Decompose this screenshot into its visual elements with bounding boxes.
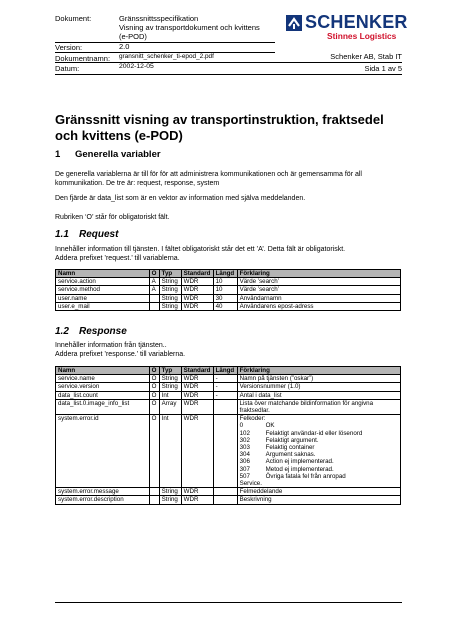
schenker-logo <box>286 11 406 53</box>
column-header: Typ <box>159 270 181 278</box>
error-code-text: Metod ej implementerad. <box>265 465 334 473</box>
subsection-title: Request <box>79 229 119 240</box>
table-cell: WDR <box>181 496 213 504</box>
table-cell: WDR <box>181 375 213 383</box>
table-cell <box>149 294 159 302</box>
subsection-number: 1.1 <box>55 229 69 240</box>
table-cell: WDR <box>181 399 213 414</box>
error-code-text: OK <box>265 422 275 430</box>
paragraph: Rubriken ‘O’ står för obligatoriskt fält. <box>55 214 170 221</box>
table-cell: WDR <box>181 294 213 302</box>
table-cell <box>213 399 237 414</box>
error-code: 507 <box>239 472 250 480</box>
column-header: Längd <box>213 270 237 278</box>
subsection-heading <box>55 326 127 337</box>
section-title: Generella variabler <box>75 149 161 160</box>
subsection-title: Response <box>79 326 127 337</box>
table-cell: service.version <box>56 383 150 391</box>
table-cell <box>149 302 159 310</box>
column-header: Standard <box>181 270 213 278</box>
table-cell: Användarnamn <box>237 294 400 302</box>
error-code-text: Action ej implementerad. <box>265 458 334 466</box>
table-cell: WDR <box>181 415 213 488</box>
table-cell: user.e_mail <box>56 302 150 310</box>
table-row <box>56 278 401 286</box>
document-label: Dokument: <box>55 14 92 23</box>
table-row <box>56 496 401 504</box>
table-cell: 10 <box>213 286 237 294</box>
column-header: Standard <box>181 367 213 375</box>
section-number: 1 <box>55 149 61 160</box>
error-code-text: Felaktig container <box>265 444 315 452</box>
logo-subtitle: Stinnes Logistics <box>327 31 397 41</box>
table-row <box>56 488 401 496</box>
date-label: Datum: <box>55 64 80 73</box>
docname-label: Dokumentnamn: <box>55 54 111 63</box>
error-codes-tail: Service. <box>239 480 262 488</box>
table-cell: O <box>149 375 159 383</box>
column-header: Längd <box>213 367 237 375</box>
table-cell: system.error.message <box>56 488 150 496</box>
table-cell <box>213 488 237 496</box>
table-cell: O <box>149 383 159 391</box>
schenker-logo-mark-icon <box>286 15 302 31</box>
error-code: 304 <box>239 451 250 459</box>
error-code: 307 <box>239 465 250 473</box>
subsection-number: 1.2 <box>55 326 69 337</box>
table-cell: Array <box>159 399 181 414</box>
error-code: 302 <box>239 436 250 444</box>
table-cell: String <box>159 496 181 504</box>
table-cell: WDR <box>181 383 213 391</box>
footer-rule <box>55 602 402 603</box>
table-cell: A <box>149 278 159 286</box>
column-header: Namn <box>56 270 150 278</box>
column-header: Förklaring <box>237 270 400 278</box>
table-cell: O <box>149 399 159 414</box>
logo-name: SCHENKER <box>305 12 408 32</box>
header-rule <box>55 62 402 63</box>
version-value: 2.0 <box>119 42 130 51</box>
table-cell: 10 <box>213 278 237 286</box>
table-cell: Antal i data_list <box>237 391 400 399</box>
paragraph: Innehåller information till tjänsten. I fältet obligatoriskt står det ett ’A’. Detta fält är obligatoriskt. <box>55 246 346 253</box>
error-code: 306 <box>239 458 250 466</box>
table-cell: user.name <box>56 294 150 302</box>
table-cell: String <box>159 302 181 310</box>
company-name: Schenker AB, Stab IT <box>330 52 402 61</box>
error-code: 102 <box>239 429 250 437</box>
table-cell: Värde ’search’ <box>237 286 400 294</box>
table-cell: Lista över matchande bildinformation för angivna fraktsedlar. <box>237 399 400 414</box>
table-cell: Versionsnummer (1.0) <box>237 383 400 391</box>
table-cell: Beskrivning <box>237 496 400 504</box>
error-code-list <box>240 422 398 480</box>
paragraph: Den fjärde är data_list som är en vektor av information med själva meddelanden. <box>55 195 306 202</box>
table-cell: Användarens epost-adress <box>237 302 400 310</box>
table-cell: - <box>213 375 237 383</box>
table-row <box>56 415 401 488</box>
table-cell: Int <box>159 391 181 399</box>
header-rule <box>55 74 402 75</box>
table-cell <box>149 496 159 504</box>
table-row <box>56 294 401 302</box>
paragraph: Addera prefixet ’request.’ till variablerna. <box>55 255 180 262</box>
table-cell: WDR <box>181 278 213 286</box>
page-info: Sida 1 av 5 <box>364 64 402 73</box>
table-cell: - <box>213 391 237 399</box>
table-cell: WDR <box>181 286 213 294</box>
request-table <box>55 269 401 311</box>
table-cell: String <box>159 488 181 496</box>
table-cell: Värde ’search’ <box>237 278 400 286</box>
document-value-line-3: (e-POD) <box>119 32 147 41</box>
table-cell: 30 <box>213 294 237 302</box>
column-header: Typ <box>159 367 181 375</box>
table-cell: - <box>213 383 237 391</box>
error-code-text: Övriga fatala fel från anropad <box>265 472 346 480</box>
table-cell <box>213 496 237 504</box>
table-header-row <box>56 367 401 375</box>
table-cell: O <box>149 391 159 399</box>
error-code-cell <box>237 415 400 488</box>
table-cell: service.action <box>56 278 150 286</box>
document-value-line-2: Visning av transportdokument och kvittens <box>119 23 260 32</box>
document-title: Gränssnitt visning av transportinstruktion, fraktsedel och kvittens (e-POD) <box>55 112 384 143</box>
table-cell: Felmeddelande <box>237 488 400 496</box>
table-cell: data_list.count <box>56 391 150 399</box>
version-label: Version: <box>55 43 83 52</box>
table-cell: Int <box>159 415 181 488</box>
response-table <box>55 366 401 505</box>
column-header: O <box>149 270 159 278</box>
table-cell: WDR <box>181 302 213 310</box>
table-cell: service.method <box>56 286 150 294</box>
error-code: 303 <box>239 444 250 452</box>
column-header: O <box>149 367 159 375</box>
table-header-row <box>56 270 401 278</box>
table-row <box>56 399 401 414</box>
paragraph: Innehåller information från tjänsten.. <box>55 342 167 349</box>
error-code-text: Felaktigt användar-id eller lösenord <box>265 429 363 437</box>
section-heading <box>55 149 161 160</box>
error-code-text: Felaktigt argument. <box>265 436 319 444</box>
table-row <box>56 383 401 391</box>
table-cell: String <box>159 375 181 383</box>
column-header: Förklaring <box>237 367 400 375</box>
table-row <box>56 302 401 310</box>
table-cell: String <box>159 383 181 391</box>
table-cell: String <box>159 286 181 294</box>
error-code-text: Argument saknas. <box>265 451 316 459</box>
table-cell: String <box>159 294 181 302</box>
table-row <box>56 375 401 383</box>
table-cell: String <box>159 278 181 286</box>
table-cell: O <box>149 415 159 488</box>
table-cell: 40 <box>213 302 237 310</box>
table-cell: service.name <box>56 375 150 383</box>
document-value-line-1: Gränssnittsspecifikation <box>119 14 199 23</box>
table-cell: data_list.0.image_info_list <box>56 399 150 414</box>
error-code: 0 <box>239 422 244 430</box>
table-cell <box>213 415 237 488</box>
table-cell: system.error.description <box>56 496 150 504</box>
date-value: 2002-12-05 <box>119 63 154 70</box>
table-cell: WDR <box>181 488 213 496</box>
table-row <box>56 286 401 294</box>
subsection-heading <box>55 229 118 240</box>
paragraph: Addera prefixet ’response.’ till variablerna. <box>55 351 186 358</box>
table-row <box>56 391 401 399</box>
table-cell: system.error.id <box>56 415 150 488</box>
docname-value: gransnitt_schenker_ti-epod_2.pdf <box>119 53 214 60</box>
error-codes-intro: Felkoder: <box>239 415 266 423</box>
table-cell: Namn på tjänsten (”oskar”) <box>237 375 400 383</box>
paragraph: De generella variablerna är till för för att administrera kommunikationen och är gemensamma för all kommunikation. De tre är: request, response, system <box>55 171 362 187</box>
table-cell <box>149 488 159 496</box>
table-cell: A <box>149 286 159 294</box>
table-cell: WDR <box>181 391 213 399</box>
column-header: Namn <box>56 367 150 375</box>
